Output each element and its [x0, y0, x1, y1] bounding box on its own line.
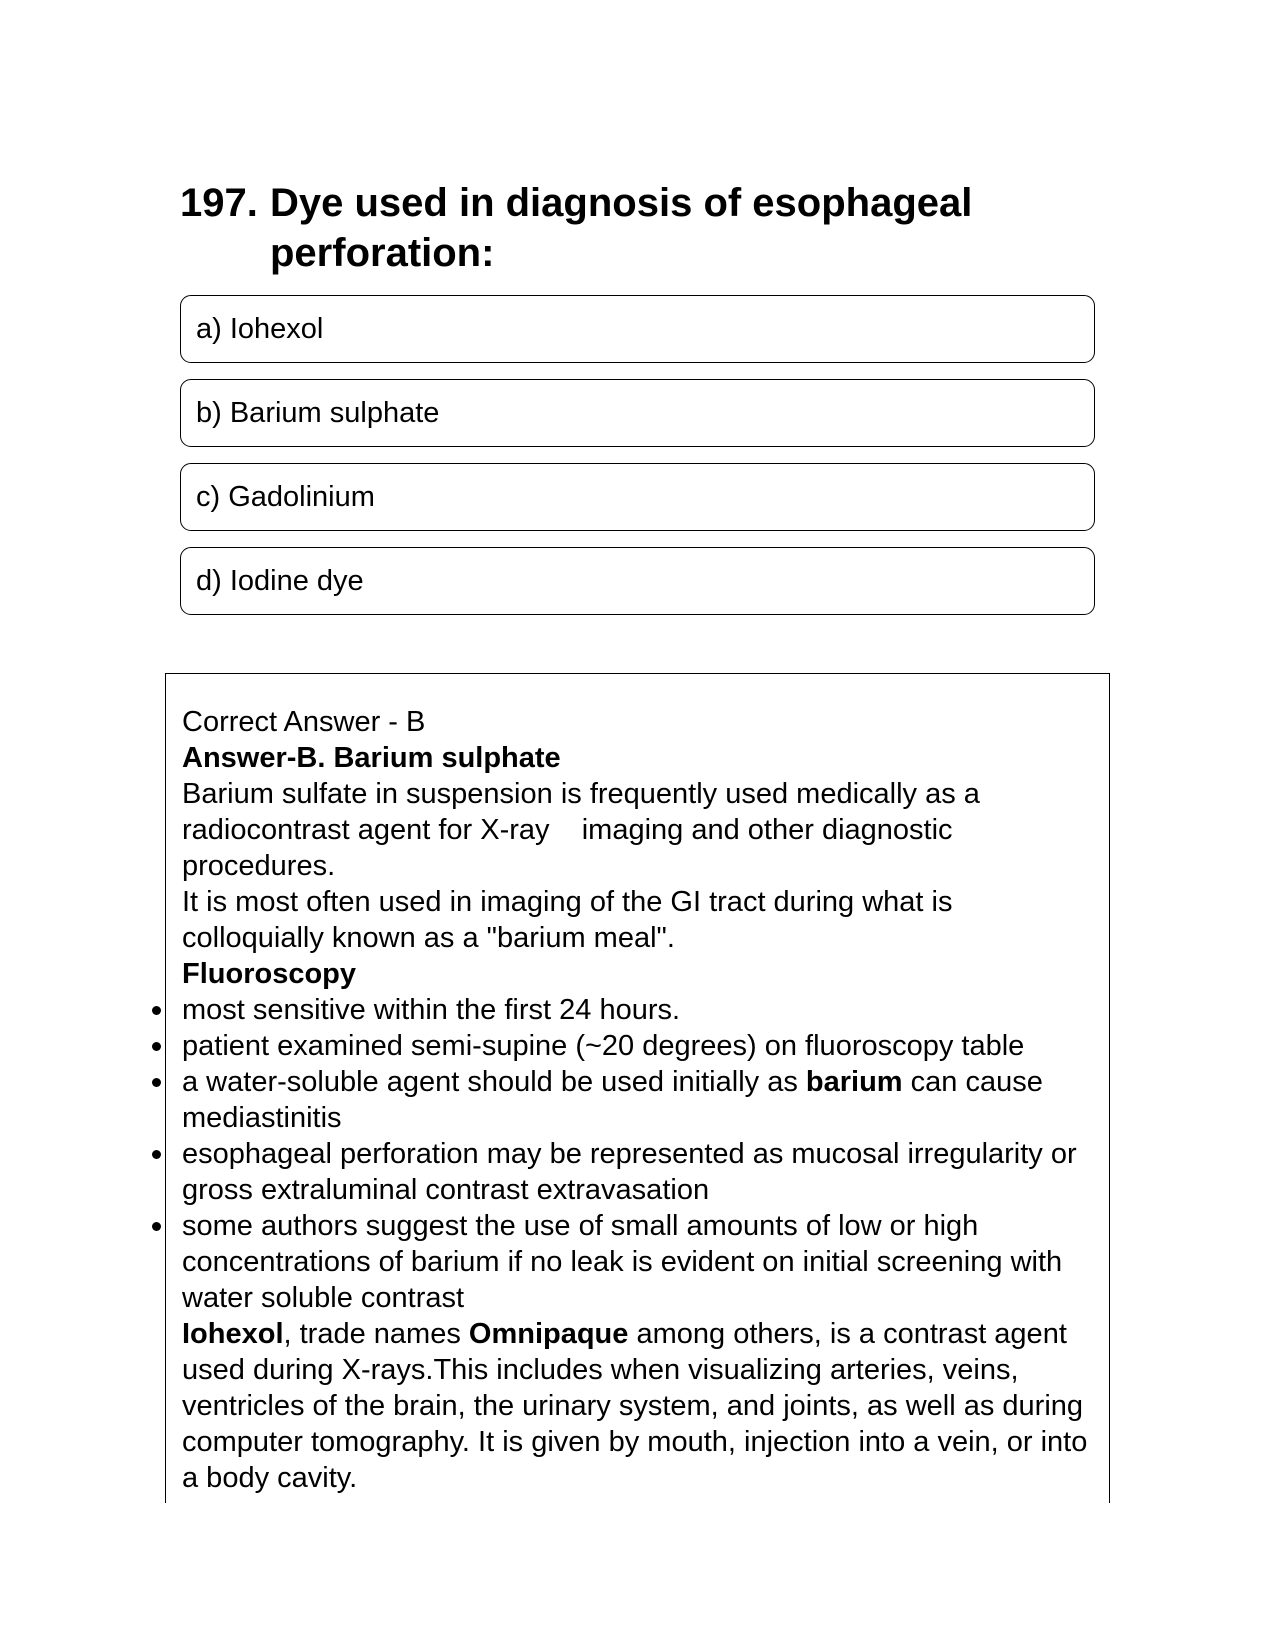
bullet-text-start: a water-soluble agent should be used initially as — [182, 1066, 806, 1098]
bullet-text: some authors suggest the use of small amounts of low or high concentrations of barium if no leak is evident on initial screening with water soluble contrast — [182, 1210, 1063, 1314]
correct-answer-line: Correct Answer - B — [182, 706, 426, 738]
bullet-icon — [152, 1078, 161, 1087]
iohexol-mid: , trade names — [283, 1318, 469, 1350]
question-heading — [180, 178, 1060, 278]
bullet-text: patient examined semi-supine (~20 degrees) on fluoroscopy table — [182, 1030, 1025, 1062]
bullet-text: esophageal perforation may be represented as mucosal irregularity or gross extraluminal contrast extravasation — [182, 1138, 1077, 1206]
option-b[interactable]: b) Barium sulphate — [180, 379, 1095, 447]
option-d[interactable]: d) Iodine dye — [180, 547, 1095, 615]
iohexol-paragraph — [182, 1316, 1097, 1496]
fluoroscopy-heading: Fluoroscopy — [182, 958, 357, 990]
bullet-icon — [152, 1006, 161, 1015]
list-item — [182, 1136, 1097, 1208]
fluoroscopy-bullet-list — [182, 992, 1097, 1316]
answer-explanation-box — [165, 673, 1110, 1503]
question-text: Dye used in diagnosis of esophageal perforation: — [270, 181, 973, 275]
bullet-icon — [152, 1042, 161, 1051]
bullet-text-end: can cause mediastinitis — [182, 1066, 1043, 1134]
omnipaque-trade-name: Omnipaque — [468, 1318, 629, 1350]
list-item — [182, 1064, 1097, 1136]
bullet-icon — [152, 1222, 161, 1231]
iohexol-rest: among others, is a contrast agent used during X-rays.This includes when visualizing arteries, veins, ventricles of the brain, the urinary system, and joints, as well as during computer tomography. It is given by mouth, injection into a vein, or into a body cavity. — [182, 1318, 1088, 1494]
list-item — [182, 992, 1097, 1028]
answer-paragraph-1: Barium sulfate in suspension is frequently used medically as a radiocontrast agent for X-ray imaging and other diagnostic procedures. — [182, 778, 980, 882]
list-item — [182, 1208, 1097, 1316]
iohexol-name: Iohexol — [182, 1318, 284, 1350]
question-number: 197. — [180, 181, 258, 225]
option-a[interactable]: a) Iohexol — [180, 295, 1095, 363]
answer-heading: Answer-B. Barium sulphate — [182, 742, 561, 774]
answer-paragraph-2: It is most often used in imaging of the GI tract during what is colloquially known as a "barium meal". — [182, 886, 953, 954]
bullet-icon — [152, 1150, 161, 1159]
list-item — [182, 1028, 1097, 1064]
bullet-text-emphasis: barium — [805, 1066, 903, 1098]
bullet-text: most sensitive within the first 24 hours. — [182, 994, 681, 1026]
options-list — [180, 295, 1095, 631]
answer-content — [182, 704, 1097, 1496]
option-c[interactable]: c) Gadolinium — [180, 463, 1095, 531]
